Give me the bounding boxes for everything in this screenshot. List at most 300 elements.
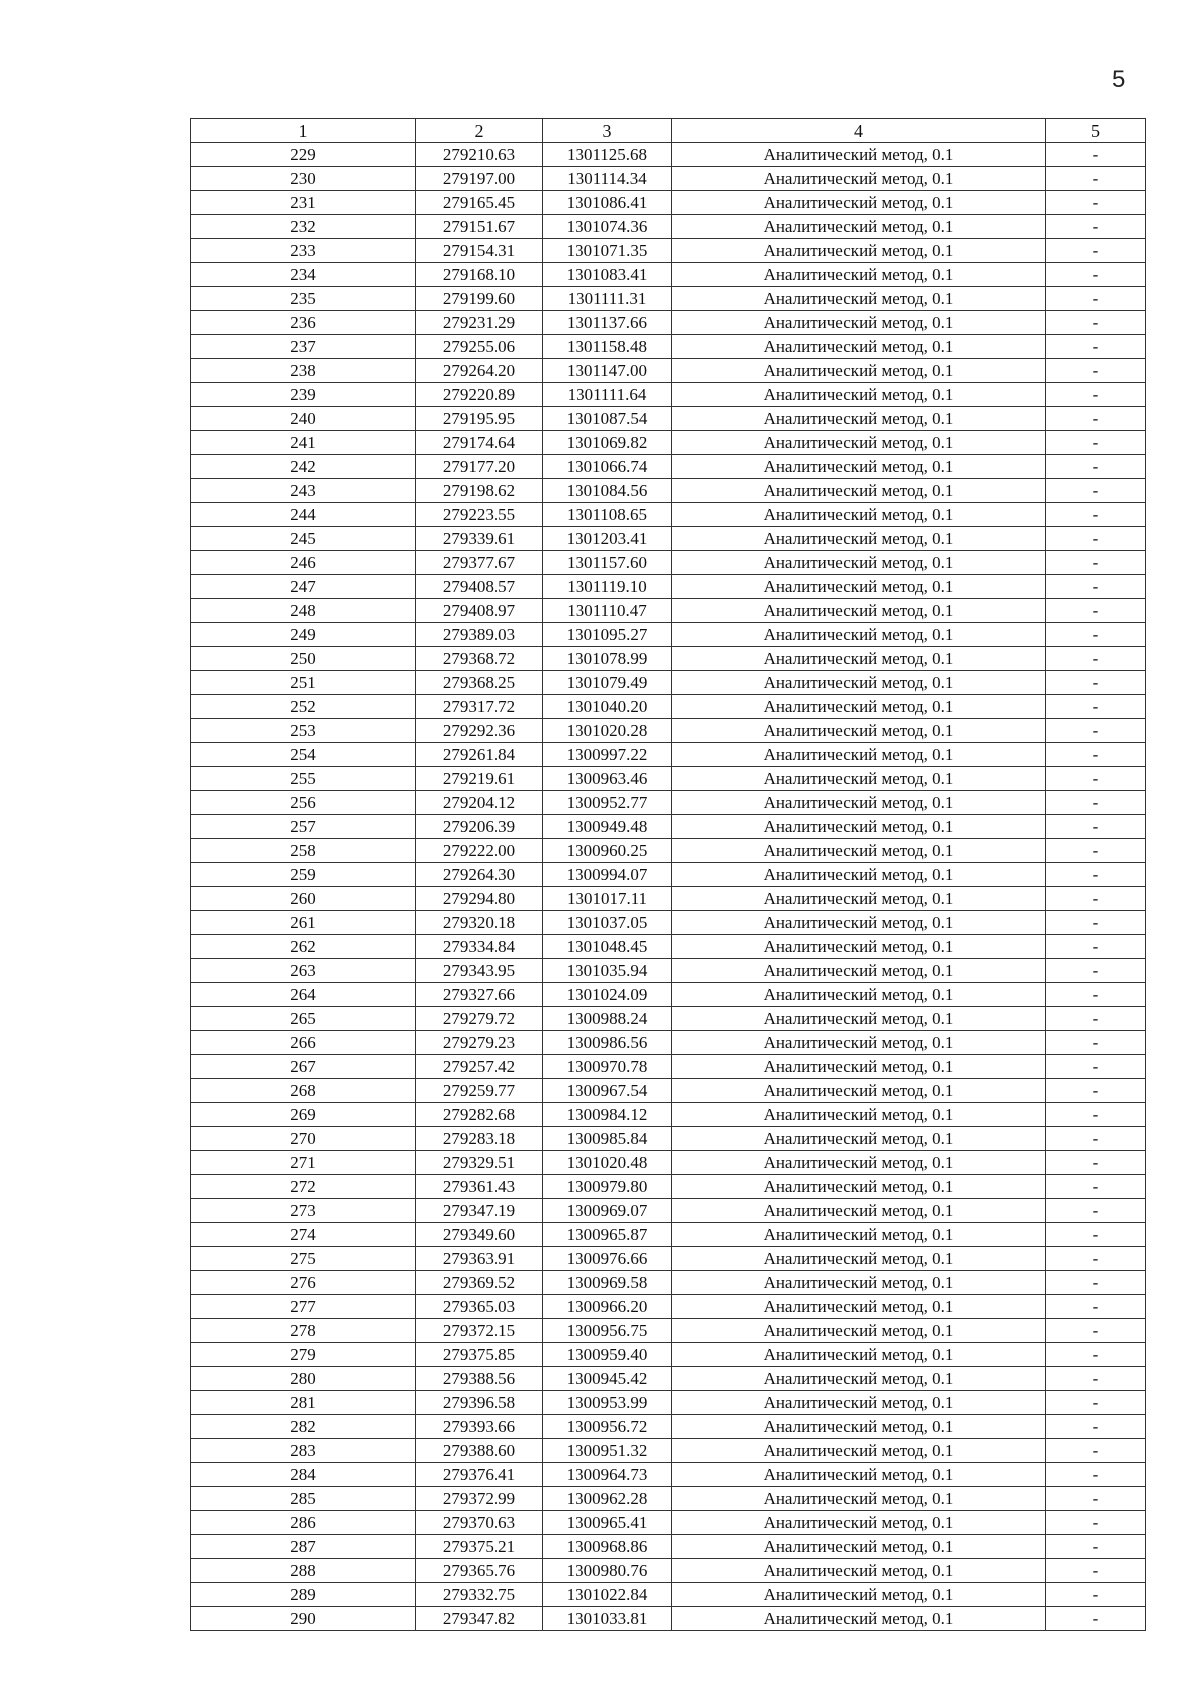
point-number-cell: 241 (191, 431, 416, 455)
note-cell: - (1046, 983, 1146, 1007)
point-number-cell: 251 (191, 671, 416, 695)
y-coordinate-cell: 1301071.35 (543, 239, 672, 263)
y-coordinate-cell: 1300988.24 (543, 1007, 672, 1031)
table-row (191, 383, 1146, 407)
y-coordinate-cell: 1300984.12 (543, 1103, 672, 1127)
y-coordinate-cell: 1301158.48 (543, 335, 672, 359)
table-row (191, 1583, 1146, 1607)
x-coordinate-cell: 279283.18 (416, 1127, 543, 1151)
header-cell-col3: 3 (543, 119, 672, 143)
x-coordinate-cell: 279329.51 (416, 1151, 543, 1175)
point-number-cell: 284 (191, 1463, 416, 1487)
method-accuracy-cell: Аналитический метод, 0.1 (672, 1295, 1046, 1319)
note-cell: - (1046, 1583, 1146, 1607)
method-accuracy-cell: Аналитический метод, 0.1 (672, 1175, 1046, 1199)
note-cell: - (1046, 263, 1146, 287)
note-cell: - (1046, 1535, 1146, 1559)
point-number-cell: 270 (191, 1127, 416, 1151)
y-coordinate-cell: 1300962.28 (543, 1487, 672, 1511)
note-cell: - (1046, 1247, 1146, 1271)
x-coordinate-cell: 279349.60 (416, 1223, 543, 1247)
note-cell: - (1046, 1367, 1146, 1391)
y-coordinate-cell: 1301086.41 (543, 191, 672, 215)
x-coordinate-cell: 279343.95 (416, 959, 543, 983)
point-number-cell: 273 (191, 1199, 416, 1223)
point-number-cell: 267 (191, 1055, 416, 1079)
y-coordinate-cell: 1300964.73 (543, 1463, 672, 1487)
y-coordinate-cell: 1301095.27 (543, 623, 672, 647)
method-accuracy-cell: Аналитический метод, 0.1 (672, 1391, 1046, 1415)
point-number-cell: 233 (191, 239, 416, 263)
y-coordinate-cell: 1300952.77 (543, 791, 672, 815)
method-accuracy-cell: Аналитический метод, 0.1 (672, 743, 1046, 767)
note-cell: - (1046, 287, 1146, 311)
y-coordinate-cell: 1300968.86 (543, 1535, 672, 1559)
point-number-cell: 261 (191, 911, 416, 935)
method-accuracy-cell: Аналитический метод, 0.1 (672, 959, 1046, 983)
table-row (191, 287, 1146, 311)
note-cell: - (1046, 1079, 1146, 1103)
x-coordinate-cell: 279377.67 (416, 551, 543, 575)
table-row (191, 623, 1146, 647)
method-accuracy-cell: Аналитический метод, 0.1 (672, 983, 1046, 1007)
point-number-cell: 262 (191, 935, 416, 959)
y-coordinate-cell: 1300976.66 (543, 1247, 672, 1271)
point-number-cell: 271 (191, 1151, 416, 1175)
point-number-cell: 285 (191, 1487, 416, 1511)
table-row (191, 551, 1146, 575)
point-number-cell: 290 (191, 1607, 416, 1631)
point-number-cell: 274 (191, 1223, 416, 1247)
note-cell: - (1046, 959, 1146, 983)
table-row (191, 575, 1146, 599)
x-coordinate-cell: 279198.62 (416, 479, 543, 503)
x-coordinate-cell: 279220.89 (416, 383, 543, 407)
y-coordinate-cell: 1300980.76 (543, 1559, 672, 1583)
y-coordinate-cell: 1300994.07 (543, 863, 672, 887)
method-accuracy-cell: Аналитический метод, 0.1 (672, 815, 1046, 839)
method-accuracy-cell: Аналитический метод, 0.1 (672, 1367, 1046, 1391)
note-cell: - (1046, 143, 1146, 167)
table-row (191, 1535, 1146, 1559)
note-cell: - (1046, 671, 1146, 695)
y-coordinate-cell: 1301033.81 (543, 1607, 672, 1631)
note-cell: - (1046, 1103, 1146, 1127)
point-number-cell: 244 (191, 503, 416, 527)
table-row (191, 311, 1146, 335)
x-coordinate-cell: 279408.97 (416, 599, 543, 623)
x-coordinate-cell: 279279.23 (416, 1031, 543, 1055)
table-row (191, 431, 1146, 455)
note-cell: - (1046, 1343, 1146, 1367)
point-number-cell: 272 (191, 1175, 416, 1199)
point-number-cell: 242 (191, 455, 416, 479)
table-row (191, 1103, 1146, 1127)
method-accuracy-cell: Аналитический метод, 0.1 (672, 1223, 1046, 1247)
x-coordinate-cell: 279368.25 (416, 671, 543, 695)
method-accuracy-cell: Аналитический метод, 0.1 (672, 287, 1046, 311)
point-number-cell: 230 (191, 167, 416, 191)
method-accuracy-cell: Аналитический метод, 0.1 (672, 1439, 1046, 1463)
note-cell: - (1046, 695, 1146, 719)
x-coordinate-cell: 279365.03 (416, 1295, 543, 1319)
table-row (191, 1223, 1146, 1247)
y-coordinate-cell: 1300986.56 (543, 1031, 672, 1055)
table-row (191, 1127, 1146, 1151)
y-coordinate-cell: 1300985.84 (543, 1127, 672, 1151)
method-accuracy-cell: Аналитический метод, 0.1 (672, 863, 1046, 887)
table-row (191, 167, 1146, 191)
x-coordinate-cell: 279408.57 (416, 575, 543, 599)
x-coordinate-cell: 279264.20 (416, 359, 543, 383)
method-accuracy-cell: Аналитический метод, 0.1 (672, 767, 1046, 791)
x-coordinate-cell: 279206.39 (416, 815, 543, 839)
point-number-cell: 286 (191, 1511, 416, 1535)
table-row (191, 1343, 1146, 1367)
note-cell: - (1046, 1271, 1146, 1295)
point-number-cell: 250 (191, 647, 416, 671)
table-row (191, 863, 1146, 887)
table-row (191, 767, 1146, 791)
point-number-cell: 269 (191, 1103, 416, 1127)
table-row (191, 1487, 1146, 1511)
note-cell: - (1046, 863, 1146, 887)
coordinates-table (190, 118, 1146, 1631)
x-coordinate-cell: 279388.60 (416, 1439, 543, 1463)
table-row (191, 1607, 1146, 1631)
table-row (191, 1055, 1146, 1079)
x-coordinate-cell: 279361.43 (416, 1175, 543, 1199)
note-cell: - (1046, 407, 1146, 431)
header-cell-col2: 2 (416, 119, 543, 143)
x-coordinate-cell: 279375.21 (416, 1535, 543, 1559)
table-row (191, 191, 1146, 215)
method-accuracy-cell: Аналитический метод, 0.1 (672, 575, 1046, 599)
note-cell: - (1046, 623, 1146, 647)
x-coordinate-cell: 279174.64 (416, 431, 543, 455)
method-accuracy-cell: Аналитический метод, 0.1 (672, 623, 1046, 647)
note-cell: - (1046, 1391, 1146, 1415)
table-row (191, 887, 1146, 911)
y-coordinate-cell: 1300965.41 (543, 1511, 672, 1535)
method-accuracy-cell: Аналитический метод, 0.1 (672, 887, 1046, 911)
method-accuracy-cell: Аналитический метод, 0.1 (672, 1487, 1046, 1511)
x-coordinate-cell: 279204.12 (416, 791, 543, 815)
coordinates-table-container (190, 118, 1145, 1631)
point-number-cell: 246 (191, 551, 416, 575)
y-coordinate-cell: 1301110.47 (543, 599, 672, 623)
method-accuracy-cell: Аналитический метод, 0.1 (672, 1271, 1046, 1295)
x-coordinate-cell: 279231.29 (416, 311, 543, 335)
method-accuracy-cell: Аналитический метод, 0.1 (672, 503, 1046, 527)
method-accuracy-cell: Аналитический метод, 0.1 (672, 551, 1046, 575)
method-accuracy-cell: Аналитический метод, 0.1 (672, 1055, 1046, 1079)
table-row (191, 599, 1146, 623)
table-row (191, 1007, 1146, 1031)
x-coordinate-cell: 279363.91 (416, 1247, 543, 1271)
note-cell: - (1046, 719, 1146, 743)
note-cell: - (1046, 839, 1146, 863)
table-row (191, 1439, 1146, 1463)
point-number-cell: 255 (191, 767, 416, 791)
y-coordinate-cell: 1300965.87 (543, 1223, 672, 1247)
table-row (191, 215, 1146, 239)
point-number-cell: 252 (191, 695, 416, 719)
note-cell: - (1046, 1175, 1146, 1199)
note-cell: - (1046, 1559, 1146, 1583)
table-row (191, 1511, 1146, 1535)
x-coordinate-cell: 279369.52 (416, 1271, 543, 1295)
table-row (191, 1031, 1146, 1055)
y-coordinate-cell: 1301203.41 (543, 527, 672, 551)
x-coordinate-cell: 279365.76 (416, 1559, 543, 1583)
x-coordinate-cell: 279223.55 (416, 503, 543, 527)
method-accuracy-cell: Аналитический метод, 0.1 (672, 1319, 1046, 1343)
note-cell: - (1046, 1223, 1146, 1247)
x-coordinate-cell: 279372.15 (416, 1319, 543, 1343)
note-cell: - (1046, 1415, 1146, 1439)
method-accuracy-cell: Аналитический метод, 0.1 (672, 1607, 1046, 1631)
point-number-cell: 249 (191, 623, 416, 647)
point-number-cell: 282 (191, 1415, 416, 1439)
y-coordinate-cell: 1301111.64 (543, 383, 672, 407)
x-coordinate-cell: 279255.06 (416, 335, 543, 359)
table-row (191, 839, 1146, 863)
y-coordinate-cell: 1300945.42 (543, 1367, 672, 1391)
method-accuracy-cell: Аналитический метод, 0.1 (672, 1031, 1046, 1055)
table-row (191, 719, 1146, 743)
note-cell: - (1046, 1199, 1146, 1223)
table-row (191, 1175, 1146, 1199)
table-row (191, 1079, 1146, 1103)
method-accuracy-cell: Аналитический метод, 0.1 (672, 311, 1046, 335)
table-row (191, 695, 1146, 719)
method-accuracy-cell: Аналитический метод, 0.1 (672, 479, 1046, 503)
method-accuracy-cell: Аналитический метод, 0.1 (672, 191, 1046, 215)
point-number-cell: 278 (191, 1319, 416, 1343)
method-accuracy-cell: Аналитический метод, 0.1 (672, 791, 1046, 815)
point-number-cell: 256 (191, 791, 416, 815)
y-coordinate-cell: 1301087.54 (543, 407, 672, 431)
note-cell: - (1046, 647, 1146, 671)
y-coordinate-cell: 1301108.65 (543, 503, 672, 527)
point-number-cell: 268 (191, 1079, 416, 1103)
x-coordinate-cell: 279282.68 (416, 1103, 543, 1127)
x-coordinate-cell: 279168.10 (416, 263, 543, 287)
y-coordinate-cell: 1301040.20 (543, 695, 672, 719)
point-number-cell: 254 (191, 743, 416, 767)
x-coordinate-cell: 279154.31 (416, 239, 543, 263)
table-row (191, 1391, 1146, 1415)
point-number-cell: 247 (191, 575, 416, 599)
y-coordinate-cell: 1301157.60 (543, 551, 672, 575)
y-coordinate-cell: 1301020.28 (543, 719, 672, 743)
table-row (191, 1199, 1146, 1223)
y-coordinate-cell: 1300969.07 (543, 1199, 672, 1223)
point-number-cell: 245 (191, 527, 416, 551)
method-accuracy-cell: Аналитический метод, 0.1 (672, 935, 1046, 959)
method-accuracy-cell: Аналитический метод, 0.1 (672, 695, 1046, 719)
table-row (191, 1247, 1146, 1271)
y-coordinate-cell: 1300960.25 (543, 839, 672, 863)
note-cell: - (1046, 239, 1146, 263)
table-row (191, 1151, 1146, 1175)
point-number-cell: 287 (191, 1535, 416, 1559)
x-coordinate-cell: 279264.30 (416, 863, 543, 887)
x-coordinate-cell: 279257.42 (416, 1055, 543, 1079)
method-accuracy-cell: Аналитический метод, 0.1 (672, 383, 1046, 407)
note-cell: - (1046, 359, 1146, 383)
x-coordinate-cell: 279396.58 (416, 1391, 543, 1415)
point-number-cell: 266 (191, 1031, 416, 1055)
header-cell-col5: 5 (1046, 119, 1146, 143)
note-cell: - (1046, 383, 1146, 407)
point-number-cell: 275 (191, 1247, 416, 1271)
y-coordinate-cell: 1301020.48 (543, 1151, 672, 1175)
x-coordinate-cell: 279210.63 (416, 143, 543, 167)
y-coordinate-cell: 1301114.34 (543, 167, 672, 191)
point-number-cell: 239 (191, 383, 416, 407)
y-coordinate-cell: 1301017.11 (543, 887, 672, 911)
note-cell: - (1046, 1007, 1146, 1031)
point-number-cell: 289 (191, 1583, 416, 1607)
y-coordinate-cell: 1301074.36 (543, 215, 672, 239)
note-cell: - (1046, 1295, 1146, 1319)
table-row (191, 1295, 1146, 1319)
table-row (191, 1271, 1146, 1295)
x-coordinate-cell: 279347.82 (416, 1607, 543, 1631)
point-number-cell: 234 (191, 263, 416, 287)
y-coordinate-cell: 1300951.32 (543, 1439, 672, 1463)
table-row (191, 671, 1146, 695)
x-coordinate-cell: 279389.03 (416, 623, 543, 647)
x-coordinate-cell: 279292.36 (416, 719, 543, 743)
note-cell: - (1046, 767, 1146, 791)
x-coordinate-cell: 279219.61 (416, 767, 543, 791)
point-number-cell: 231 (191, 191, 416, 215)
note-cell: - (1046, 191, 1146, 215)
method-accuracy-cell: Аналитический метод, 0.1 (672, 359, 1046, 383)
point-number-cell: 279 (191, 1343, 416, 1367)
point-number-cell: 232 (191, 215, 416, 239)
y-coordinate-cell: 1301066.74 (543, 455, 672, 479)
y-coordinate-cell: 1301022.84 (543, 1583, 672, 1607)
note-cell: - (1046, 1511, 1146, 1535)
method-accuracy-cell: Аналитический метод, 0.1 (672, 167, 1046, 191)
point-number-cell: 281 (191, 1391, 416, 1415)
x-coordinate-cell: 279261.84 (416, 743, 543, 767)
y-coordinate-cell: 1300979.80 (543, 1175, 672, 1199)
y-coordinate-cell: 1300959.40 (543, 1343, 672, 1367)
note-cell: - (1046, 1607, 1146, 1631)
point-number-cell: 236 (191, 311, 416, 335)
note-cell: - (1046, 551, 1146, 575)
method-accuracy-cell: Аналитический метод, 0.1 (672, 599, 1046, 623)
point-number-cell: 259 (191, 863, 416, 887)
point-number-cell: 238 (191, 359, 416, 383)
point-number-cell: 260 (191, 887, 416, 911)
point-number-cell: 280 (191, 1367, 416, 1391)
header-cell-col4: 4 (672, 119, 1046, 143)
y-coordinate-cell: 1300967.54 (543, 1079, 672, 1103)
note-cell: - (1046, 503, 1146, 527)
table-row (191, 1559, 1146, 1583)
note-cell: - (1046, 1463, 1146, 1487)
x-coordinate-cell: 279222.00 (416, 839, 543, 863)
y-coordinate-cell: 1300956.72 (543, 1415, 672, 1439)
y-coordinate-cell: 1300969.58 (543, 1271, 672, 1295)
x-coordinate-cell: 279279.72 (416, 1007, 543, 1031)
method-accuracy-cell: Аналитический метод, 0.1 (672, 911, 1046, 935)
method-accuracy-cell: Аналитический метод, 0.1 (672, 527, 1046, 551)
method-accuracy-cell: Аналитический метод, 0.1 (672, 239, 1046, 263)
method-accuracy-cell: Аналитический метод, 0.1 (672, 1583, 1046, 1607)
note-cell: - (1046, 1127, 1146, 1151)
table-row (191, 1367, 1146, 1391)
point-number-cell: 264 (191, 983, 416, 1007)
table-row (191, 815, 1146, 839)
x-coordinate-cell: 279347.19 (416, 1199, 543, 1223)
note-cell: - (1046, 599, 1146, 623)
method-accuracy-cell: Аналитический метод, 0.1 (672, 1199, 1046, 1223)
note-cell: - (1046, 791, 1146, 815)
note-cell: - (1046, 935, 1146, 959)
table-row (191, 143, 1146, 167)
x-coordinate-cell: 279332.75 (416, 1583, 543, 1607)
page-number: 5 (1112, 66, 1126, 93)
x-coordinate-cell: 279393.66 (416, 1415, 543, 1439)
table-row (191, 503, 1146, 527)
method-accuracy-cell: Аналитический метод, 0.1 (672, 1463, 1046, 1487)
method-accuracy-cell: Аналитический метод, 0.1 (672, 1127, 1046, 1151)
y-coordinate-cell: 1301069.82 (543, 431, 672, 455)
note-cell: - (1046, 887, 1146, 911)
y-coordinate-cell: 1301048.45 (543, 935, 672, 959)
method-accuracy-cell: Аналитический метод, 0.1 (672, 671, 1046, 695)
point-number-cell: 243 (191, 479, 416, 503)
y-coordinate-cell: 1301078.99 (543, 647, 672, 671)
x-coordinate-cell: 279339.61 (416, 527, 543, 551)
table-row (191, 647, 1146, 671)
point-number-cell: 235 (191, 287, 416, 311)
method-accuracy-cell: Аналитический метод, 0.1 (672, 1511, 1046, 1535)
x-coordinate-cell: 279195.95 (416, 407, 543, 431)
note-cell: - (1046, 815, 1146, 839)
y-coordinate-cell: 1301037.05 (543, 911, 672, 935)
y-coordinate-cell: 1301084.56 (543, 479, 672, 503)
point-number-cell: 257 (191, 815, 416, 839)
table-row (191, 983, 1146, 1007)
method-accuracy-cell: Аналитический метод, 0.1 (672, 431, 1046, 455)
note-cell: - (1046, 479, 1146, 503)
method-accuracy-cell: Аналитический метод, 0.1 (672, 647, 1046, 671)
y-coordinate-cell: 1301035.94 (543, 959, 672, 983)
note-cell: - (1046, 1319, 1146, 1343)
header-cell-col1: 1 (191, 119, 416, 143)
table-row (191, 791, 1146, 815)
y-coordinate-cell: 1300949.48 (543, 815, 672, 839)
y-coordinate-cell: 1301083.41 (543, 263, 672, 287)
x-coordinate-cell: 279294.80 (416, 887, 543, 911)
method-accuracy-cell: Аналитический метод, 0.1 (672, 1103, 1046, 1127)
table-row (191, 407, 1146, 431)
method-accuracy-cell: Аналитический метод, 0.1 (672, 1415, 1046, 1439)
y-coordinate-cell: 1301147.00 (543, 359, 672, 383)
note-cell: - (1046, 215, 1146, 239)
note-cell: - (1046, 455, 1146, 479)
header-row (191, 119, 1146, 143)
note-cell: - (1046, 575, 1146, 599)
